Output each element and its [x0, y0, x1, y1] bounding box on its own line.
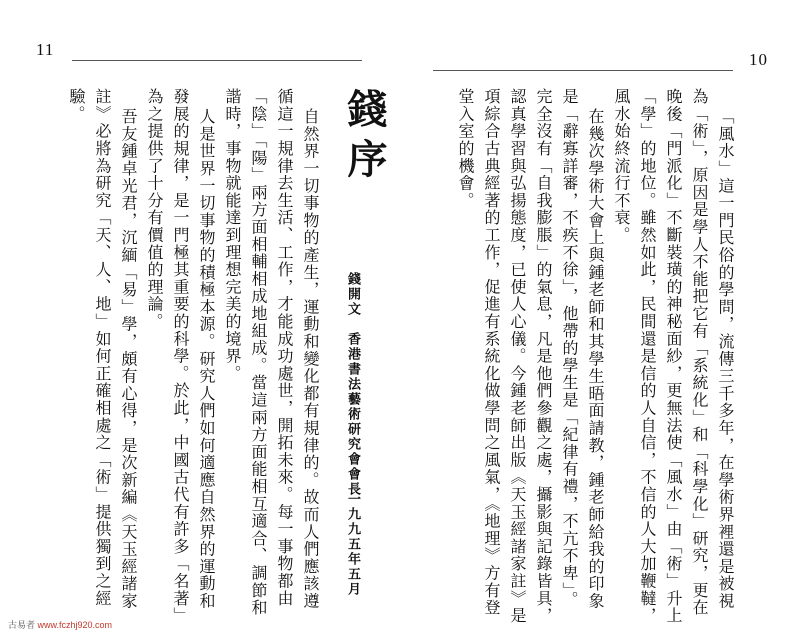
text-column: 項綜合古典經著的工作，促進有系統化做學問之風氣，《地理》方有登 [482, 88, 501, 617]
text-column: 為「術」，原因是學人不能把它有「系統化」和「科學化」研究，更在 [690, 88, 709, 617]
left-page [0, 0, 395, 635]
watermark-url[interactable]: www.fczhj920.com [37, 620, 113, 630]
text-column: 「陰」「陽」兩方面相輔相成地組成。當這兩方面能相互適合、調節和 [249, 88, 268, 617]
text-column: 發展的規律，是一門極其重要的科學。於此，中國古代有許多「名著」 [171, 88, 190, 625]
chapter-title: 錢序 [341, 88, 388, 188]
text-column: 註》必將為研究「天、人、地」如何正確相處之「術」提供獨到之經 [93, 88, 112, 607]
text-column: 「學」的地位。雖然如此，民間還是信的人自信，不信的人大加鞭韃， [638, 88, 657, 625]
page-number-left: 11 [36, 40, 55, 59]
text-column: 人是世界一切事物的積極本源。研究人們如何適應自然界的運動和 [197, 108, 216, 610]
text-column: 循這一規律去生活、工作，才能成功處世，開拓未來。每一事物都由 [275, 88, 294, 607]
text-column: 在幾次學術大會上與鍾老師和其學生晤面請教，鍾老師給我的印象 [586, 108, 605, 610]
text-column: 完全沒有「自我膨脹」的氣息，凡是他們參觀之處，攝影與記錄皆具， [534, 88, 553, 625]
watermark-site-name: 古易者 [8, 620, 36, 630]
text-column: 是「辭寡詳審，不疾不徐」，他帶的學生是「紀律有禮，不亢不卑」。 [560, 88, 579, 609]
text-column: 堂入室的機會。 [456, 88, 475, 210]
text-column: 風水始終流行不衰。 [612, 88, 631, 244]
date: 一九九五年五月 [345, 492, 360, 597]
right-page [395, 0, 793, 635]
text-column: 驗。 [67, 88, 86, 123]
text-column: 認真學習與弘揚態度，已使人心儀。今鍾老師出版《天玉經諸家註》是 [508, 88, 527, 625]
text-column: 諧時，事物就能達到理想完美的境界。 [223, 88, 242, 383]
byline: 錢開文 香港書法藝術研究會會長 [345, 272, 360, 497]
text-column: 晚後「門派化」不斷裝璜的神秘面紗，更無法使「風水」由「術」升上 [664, 88, 683, 625]
text-column: 為之提供了十分有價值的理論。 [145, 88, 164, 331]
header-rule-right [433, 70, 733, 71]
header-rule-left [72, 60, 362, 61]
page-number-right: 10 [749, 50, 768, 69]
text-column: 吾友鍾卓光君，沉緬「易」學，頗有心得，是次新編《天玉經諸家 [119, 108, 138, 610]
text-column: 自然界一切事物的產生，運動和變化都有規律的。故而人們應該遵 [301, 108, 320, 610]
footer-watermark [8, 618, 112, 631]
text-column: 「風水」這一門民俗的學問，流傳三千多年，在學術界裡還是被視 [716, 108, 735, 610]
